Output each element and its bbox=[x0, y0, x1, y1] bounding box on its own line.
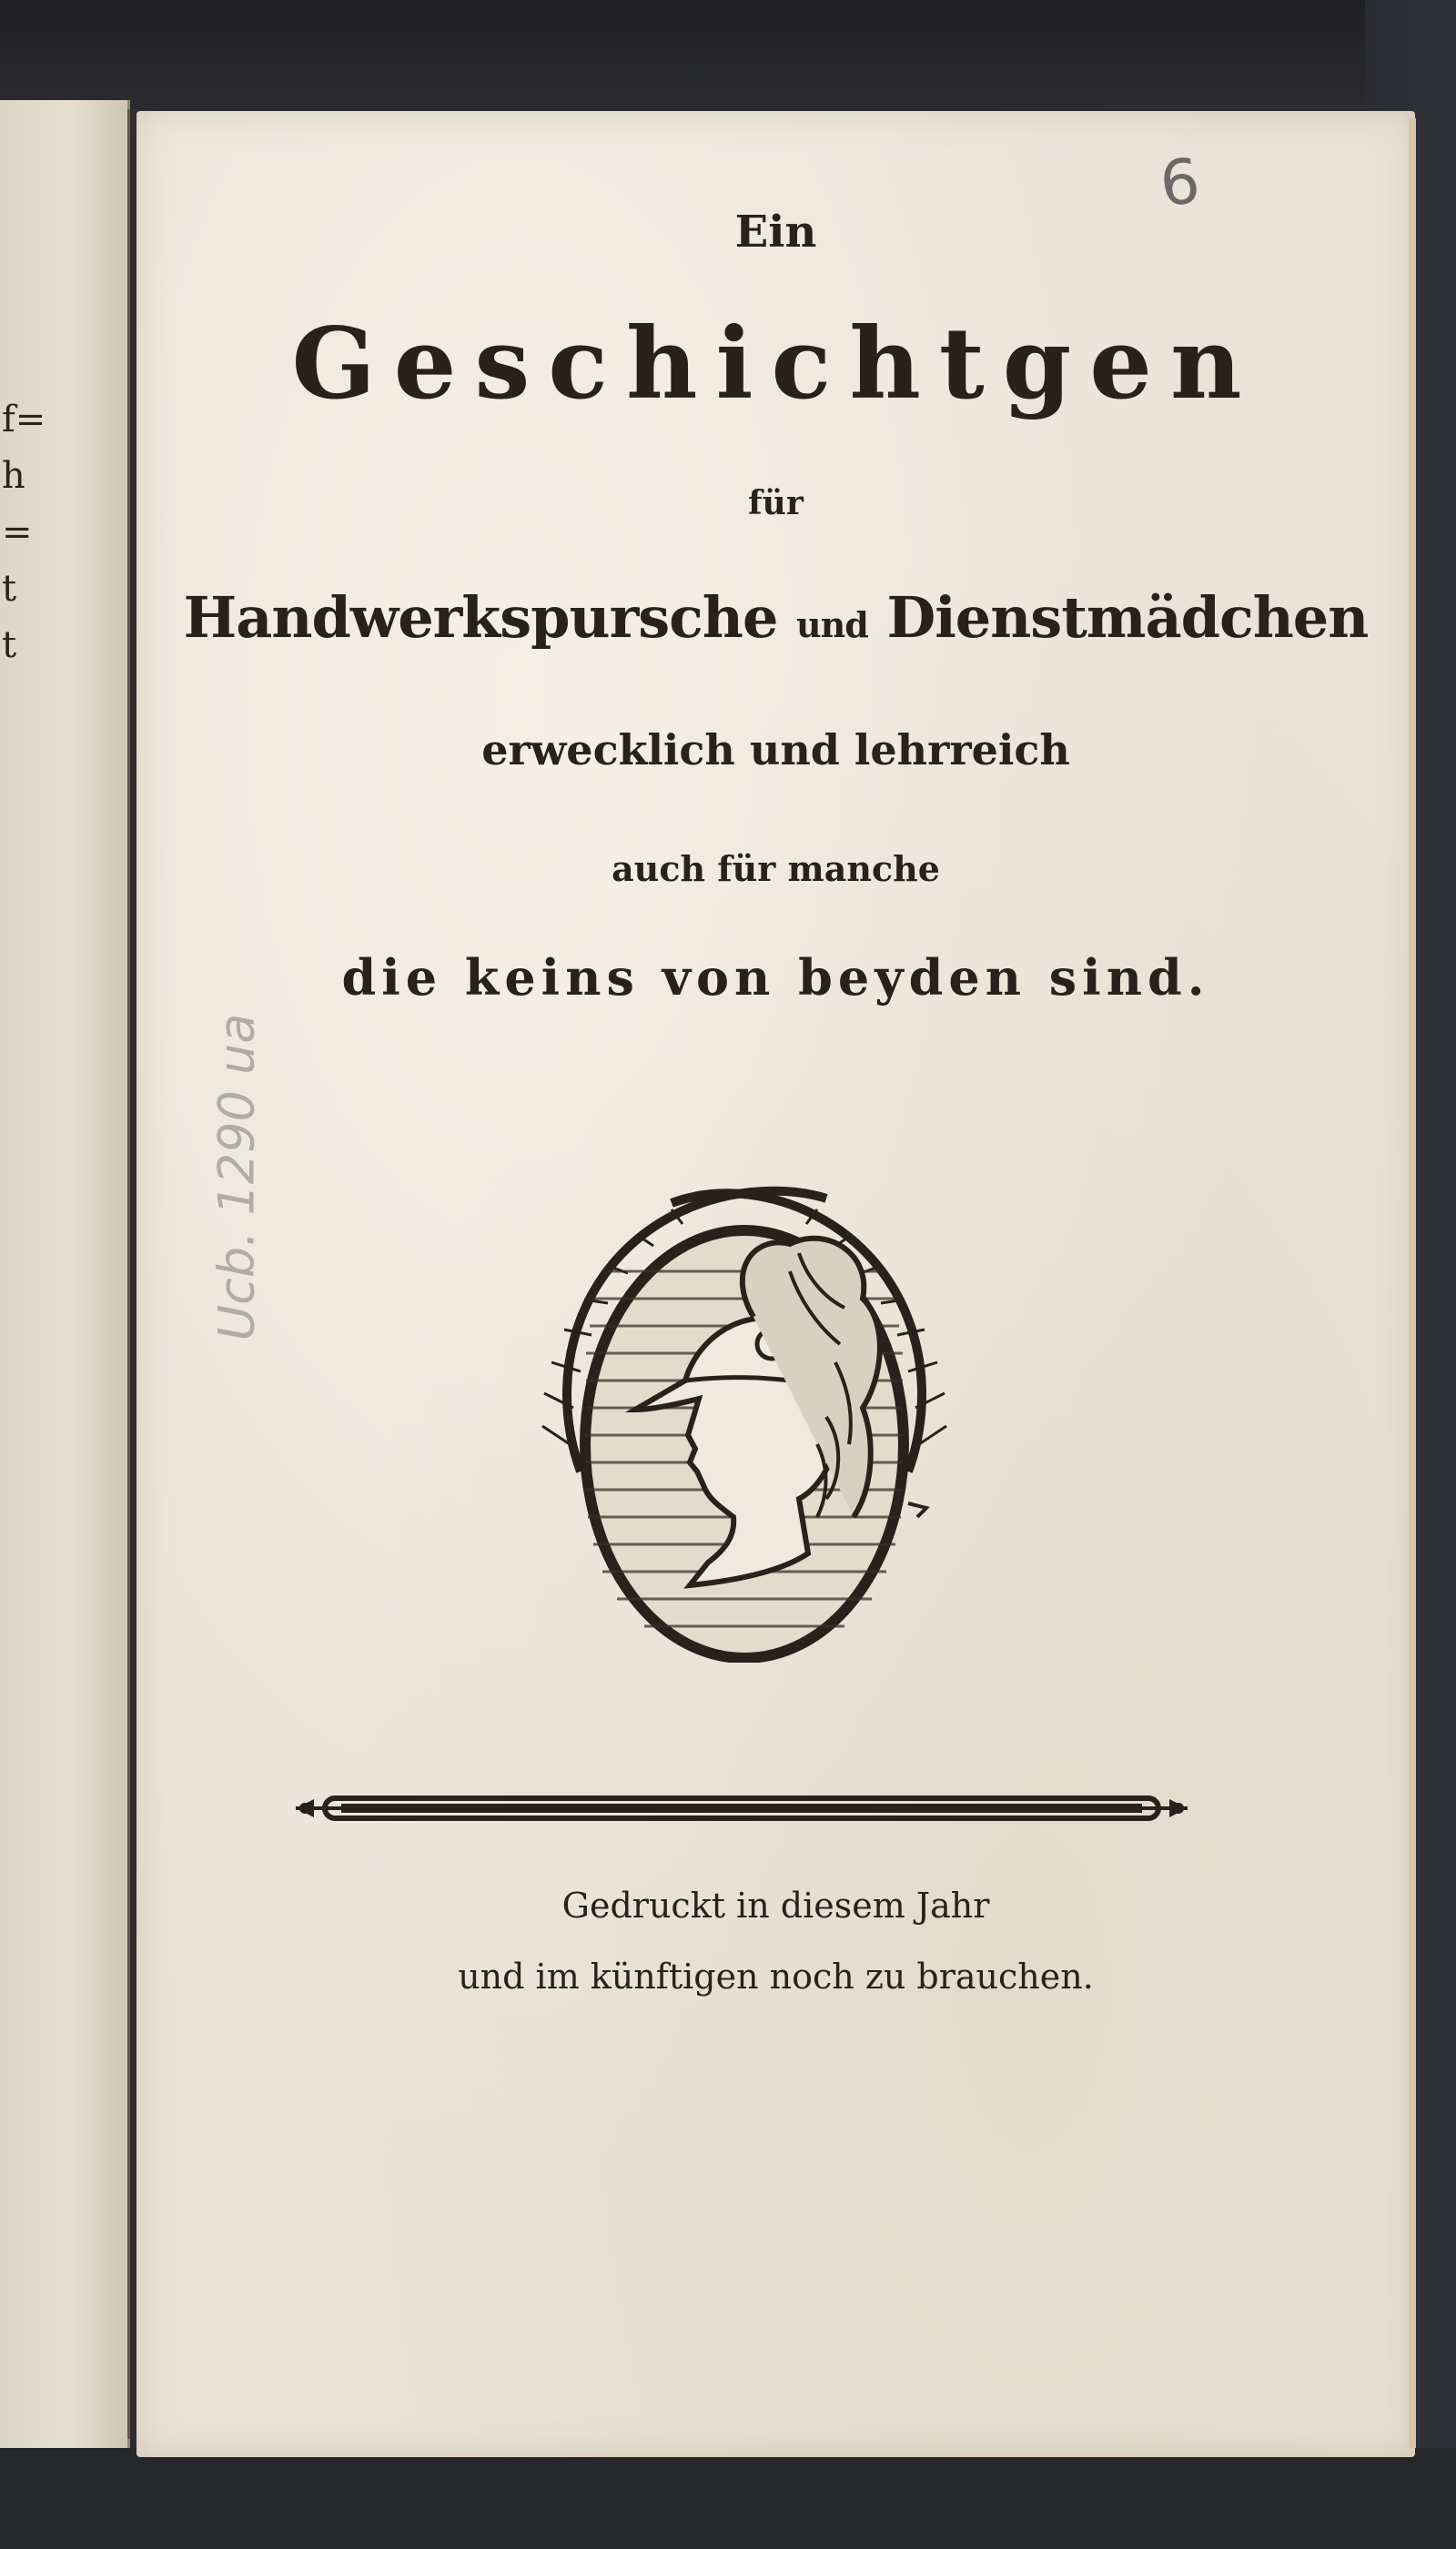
pencil-shelfmark: Ucb. 1290 ua bbox=[207, 1013, 266, 1341]
title-line-keins: die keins von beyden sind. bbox=[341, 948, 1210, 1006]
title-line-auch: auch für manche bbox=[612, 848, 940, 889]
imprint-line-2: und im künftigen noch zu brauchen. bbox=[458, 1957, 1094, 1997]
left-facing-page bbox=[0, 100, 130, 2448]
title-line-erwecklich: erwecklich und lehrreich bbox=[481, 725, 1070, 774]
title-word-handwerkspursche: Handwerkspursche bbox=[183, 584, 778, 651]
title-word-dienstmaedchen: Dienstmädchen bbox=[886, 584, 1369, 651]
pencil-folio-number: 6 bbox=[1156, 145, 1204, 222]
title-page bbox=[136, 111, 1415, 2457]
title-line-audience bbox=[136, 584, 1415, 651]
title-line-fuer: für bbox=[748, 484, 804, 522]
decorative-rule bbox=[287, 1785, 1197, 1831]
page-edge bbox=[1409, 118, 1416, 2448]
background-bottom bbox=[0, 2448, 1456, 2549]
left-page-text-fragments bbox=[2, 391, 46, 673]
left-fragment: t bbox=[2, 568, 17, 610]
title-word-und: und bbox=[796, 604, 868, 645]
left-fragment: f= bbox=[2, 399, 46, 440]
imprint-line-1: Gedruckt in diesem Jahr bbox=[561, 1886, 990, 1926]
left-fragment: = bbox=[2, 511, 33, 553]
medallion-vignette bbox=[526, 1171, 963, 1663]
main-title: Geschichtgen bbox=[291, 307, 1260, 421]
left-fragment: t bbox=[2, 624, 17, 666]
title-line-ein: Ein bbox=[734, 207, 817, 258]
left-fragment: h bbox=[2, 455, 25, 497]
